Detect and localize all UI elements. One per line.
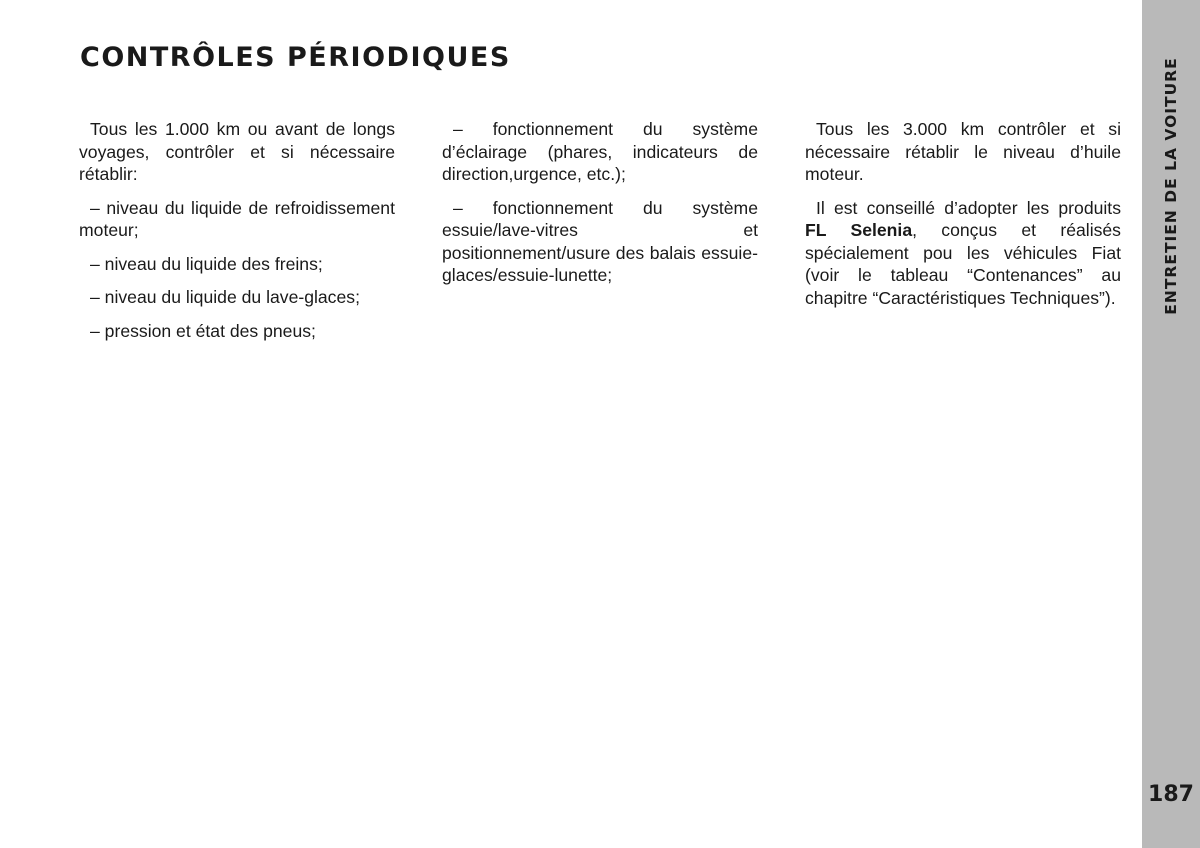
col1-intro: Tous les 1.000 km ou avant de longs voyages, contrôler et si nécessaire rétablir: [79, 119, 395, 184]
list-item: – niveau du liquide de refroidissement moteur; [79, 197, 395, 240]
col3-paragraph-oil: Tous les 3.000 km contrôler et si nécessaire rétablir le niveau d’huile moteur. [805, 119, 1121, 184]
section-label: ENTRETIEN DE LA VOITURE [1162, 57, 1180, 315]
products-text-before: Il est conseillé d’adopter les produits [816, 197, 1121, 218]
list-item: – pression et état des pneus; [90, 320, 316, 341]
brand-name: FL Selenia [805, 220, 913, 240]
column-3 [805, 118, 1121, 320]
page-title: CONTRÔLES PÉRIODIQUES [80, 42, 511, 73]
list-item: – fonctionnement du système d’éclairage (phares, indicateurs de direction,urgence, etc.); [442, 119, 758, 184]
col3-paragraph-products [805, 197, 1121, 310]
products-text-after: , conçus et réalisés spécialement pou les véhicules Fiat (voir le tableau “Contenances” au chapitre “Caractéristiques Techniques”). [805, 220, 1121, 308]
list-item: – niveau du liquide du lave-glaces; [90, 287, 360, 307]
page-number: 187 [1148, 782, 1194, 807]
list-item: – fonctionnement du système essuie/lave-vitres et positionnement/usure des balais essuie-glaces/essuie-lunette; [442, 197, 758, 285]
column-2 [442, 118, 758, 298]
list-item: – niveau du liquide des freins; [90, 253, 323, 274]
section-side-band [1142, 0, 1200, 848]
column-1 [79, 118, 395, 353]
